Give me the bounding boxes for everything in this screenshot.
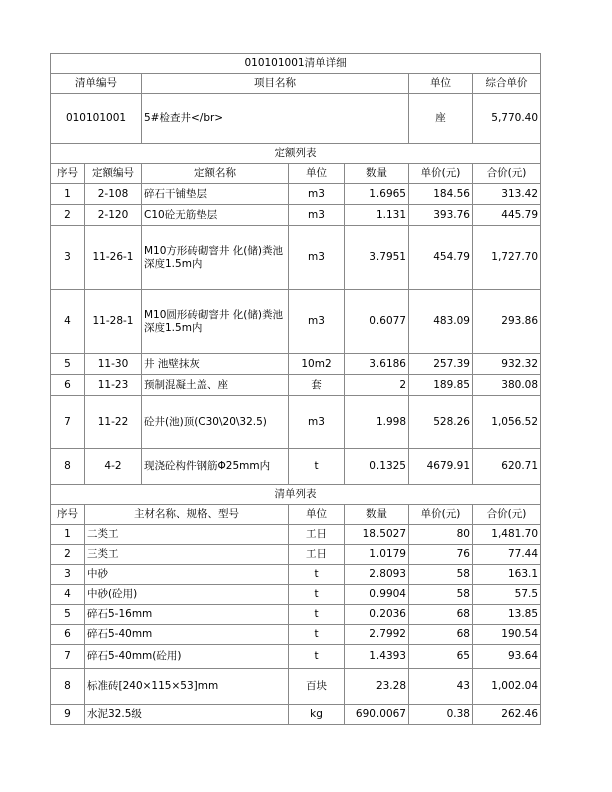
header-label-price: 综合单价 xyxy=(473,74,541,94)
materials-table xyxy=(50,484,541,725)
table-title: 010101001清单详细 xyxy=(51,54,541,74)
materials-col-qty: 数量 xyxy=(345,505,409,525)
row-qty: 0.1325 xyxy=(345,449,409,485)
row-code: 2-108 xyxy=(85,184,142,205)
row-name: 中砂 xyxy=(85,565,289,585)
row-total: 77.44 xyxy=(473,545,541,565)
quota-col-total: 合价(元) xyxy=(473,164,541,184)
row-name: 预制混凝土盖、座 xyxy=(142,375,289,396)
row-no: 1 xyxy=(51,525,85,545)
row-qty: 23.28 xyxy=(345,669,409,705)
row-qty: 0.2036 xyxy=(345,605,409,625)
row-no: 3 xyxy=(51,565,85,585)
table-row xyxy=(51,605,541,625)
row-price: 454.79 xyxy=(409,226,473,290)
row-name: 标准砖[240×115×53]mm xyxy=(85,669,289,705)
row-price: 58 xyxy=(409,565,473,585)
row-total: 262.46 xyxy=(473,705,541,725)
table-row xyxy=(51,226,541,290)
row-qty: 1.998 xyxy=(345,396,409,449)
row-total: 57.5 xyxy=(473,585,541,605)
row-name: 碎石5-40mm(砼用) xyxy=(85,645,289,669)
bill-unit-price: 5,770.40 xyxy=(473,94,541,144)
row-price: 4679.91 xyxy=(409,449,473,485)
row-no: 3 xyxy=(51,226,85,290)
row-name: 井 池壁抹灰 xyxy=(142,354,289,375)
row-name: 碎石5-40mm xyxy=(85,625,289,645)
materials-col-price: 单价(元) xyxy=(409,505,473,525)
row-no: 7 xyxy=(51,645,85,669)
quota-section-title: 定额列表 xyxy=(51,144,541,164)
row-total: 293.86 xyxy=(473,290,541,354)
bill-item-name: 5#检查井</br> xyxy=(142,94,409,144)
row-unit: m3 xyxy=(289,205,345,226)
row-total: 13.85 xyxy=(473,605,541,625)
quota-col-qty: 数量 xyxy=(345,164,409,184)
row-price: 58 xyxy=(409,585,473,605)
row-unit: kg xyxy=(289,705,345,725)
row-unit: m3 xyxy=(289,184,345,205)
table-row xyxy=(51,449,541,485)
row-no: 9 xyxy=(51,705,85,725)
row-unit: t xyxy=(289,449,345,485)
row-price: 76 xyxy=(409,545,473,565)
row-no: 5 xyxy=(51,354,85,375)
table-row xyxy=(51,290,541,354)
row-total: 445.79 xyxy=(473,205,541,226)
row-name: 二类工 xyxy=(85,525,289,545)
row-price: 189.85 xyxy=(409,375,473,396)
row-qty: 0.9904 xyxy=(345,585,409,605)
table-row xyxy=(51,205,541,226)
row-total: 163.1 xyxy=(473,565,541,585)
quota-col-code: 定额编号 xyxy=(85,164,142,184)
table-row xyxy=(51,184,541,205)
row-unit: 工日 xyxy=(289,525,345,545)
bill-detail-table xyxy=(50,53,541,485)
row-code: 11-26-1 xyxy=(85,226,142,290)
row-qty: 2 xyxy=(345,375,409,396)
row-price: 80 xyxy=(409,525,473,545)
bill-unit: 座 xyxy=(409,94,473,144)
row-unit: 套 xyxy=(289,375,345,396)
quota-col-price: 单价(元) xyxy=(409,164,473,184)
row-name: 现浇砼构件钢筋Φ25mm内 xyxy=(142,449,289,485)
row-no: 7 xyxy=(51,396,85,449)
row-qty: 1.131 xyxy=(345,205,409,226)
row-total: 1,727.70 xyxy=(473,226,541,290)
header-label-unit: 单位 xyxy=(409,74,473,94)
row-unit: t xyxy=(289,585,345,605)
row-price: 184.56 xyxy=(409,184,473,205)
table-row xyxy=(51,565,541,585)
row-unit: t xyxy=(289,625,345,645)
row-unit: 百块 xyxy=(289,669,345,705)
row-price: 257.39 xyxy=(409,354,473,375)
row-total: 1,056.52 xyxy=(473,396,541,449)
row-no: 2 xyxy=(51,205,85,226)
materials-col-unit: 单位 xyxy=(289,505,345,525)
row-name: 水泥32.5级 xyxy=(85,705,289,725)
row-code: 11-30 xyxy=(85,354,142,375)
row-price: 68 xyxy=(409,605,473,625)
row-price: 393.76 xyxy=(409,205,473,226)
row-name: 中砂(砼用) xyxy=(85,585,289,605)
row-qty: 690.0067 xyxy=(345,705,409,725)
row-qty: 1.4393 xyxy=(345,645,409,669)
quota-col-no: 序号 xyxy=(51,164,85,184)
table-row xyxy=(51,585,541,605)
row-code: 11-22 xyxy=(85,396,142,449)
row-total: 313.42 xyxy=(473,184,541,205)
row-no: 6 xyxy=(51,375,85,396)
row-price: 65 xyxy=(409,645,473,669)
table-row xyxy=(51,625,541,645)
materials-col-no: 序号 xyxy=(51,505,85,525)
row-qty: 2.8093 xyxy=(345,565,409,585)
row-name: M10方形砖砌窨井 化(储)粪池深度1.5m内 xyxy=(142,226,289,290)
row-price: 483.09 xyxy=(409,290,473,354)
row-name: 三类工 xyxy=(85,545,289,565)
row-unit: m3 xyxy=(289,290,345,354)
row-price: 0.38 xyxy=(409,705,473,725)
row-no: 8 xyxy=(51,449,85,485)
row-unit: t xyxy=(289,645,345,669)
table-row xyxy=(51,669,541,705)
row-unit: 10m2 xyxy=(289,354,345,375)
quota-col-name: 定额名称 xyxy=(142,164,289,184)
row-price: 68 xyxy=(409,625,473,645)
row-qty: 1.0179 xyxy=(345,545,409,565)
table-row xyxy=(51,525,541,545)
row-qty: 1.6965 xyxy=(345,184,409,205)
table-row xyxy=(51,354,541,375)
header-label-code: 清单编号 xyxy=(51,74,142,94)
row-name: 砼井(池)顶(C30\20\32.5) xyxy=(142,396,289,449)
row-total: 93.64 xyxy=(473,645,541,669)
row-total: 1,481.70 xyxy=(473,525,541,545)
row-total: 620.71 xyxy=(473,449,541,485)
row-unit: 工日 xyxy=(289,545,345,565)
row-name: C10砼无筋垫层 xyxy=(142,205,289,226)
row-name: 碎石5-16mm xyxy=(85,605,289,625)
bill-code: 010101001 xyxy=(51,94,142,144)
table-row xyxy=(51,545,541,565)
row-no: 4 xyxy=(51,290,85,354)
row-code: 11-23 xyxy=(85,375,142,396)
row-price: 43 xyxy=(409,669,473,705)
row-no: 8 xyxy=(51,669,85,705)
row-total: 932.32 xyxy=(473,354,541,375)
row-name: M10圆形砖砌窨井 化(储)粪池深度1.5m内 xyxy=(142,290,289,354)
row-total: 1,002.04 xyxy=(473,669,541,705)
header-label-name: 项目名称 xyxy=(142,74,409,94)
row-no: 4 xyxy=(51,585,85,605)
quota-col-unit: 单位 xyxy=(289,164,345,184)
row-qty: 18.5027 xyxy=(345,525,409,545)
table-row xyxy=(51,396,541,449)
row-qty: 3.6186 xyxy=(345,354,409,375)
row-total: 380.08 xyxy=(473,375,541,396)
row-unit: t xyxy=(289,605,345,625)
table-row xyxy=(51,705,541,725)
row-code: 4-2 xyxy=(85,449,142,485)
row-unit: m3 xyxy=(289,226,345,290)
row-no: 2 xyxy=(51,545,85,565)
materials-col-total: 合价(元) xyxy=(473,505,541,525)
row-code: 11-28-1 xyxy=(85,290,142,354)
row-unit: m3 xyxy=(289,396,345,449)
row-no: 1 xyxy=(51,184,85,205)
row-no: 5 xyxy=(51,605,85,625)
row-name: 碎石干铺垫层 xyxy=(142,184,289,205)
row-qty: 0.6077 xyxy=(345,290,409,354)
table-row xyxy=(51,645,541,669)
row-code: 2-120 xyxy=(85,205,142,226)
row-qty: 2.7992 xyxy=(345,625,409,645)
row-qty: 3.7951 xyxy=(345,226,409,290)
materials-col-name: 主材名称、规格、型号 xyxy=(85,505,289,525)
table-row xyxy=(51,375,541,396)
row-unit: t xyxy=(289,565,345,585)
row-price: 528.26 xyxy=(409,396,473,449)
row-total: 190.54 xyxy=(473,625,541,645)
materials-section-title: 清单列表 xyxy=(51,485,541,505)
row-no: 6 xyxy=(51,625,85,645)
